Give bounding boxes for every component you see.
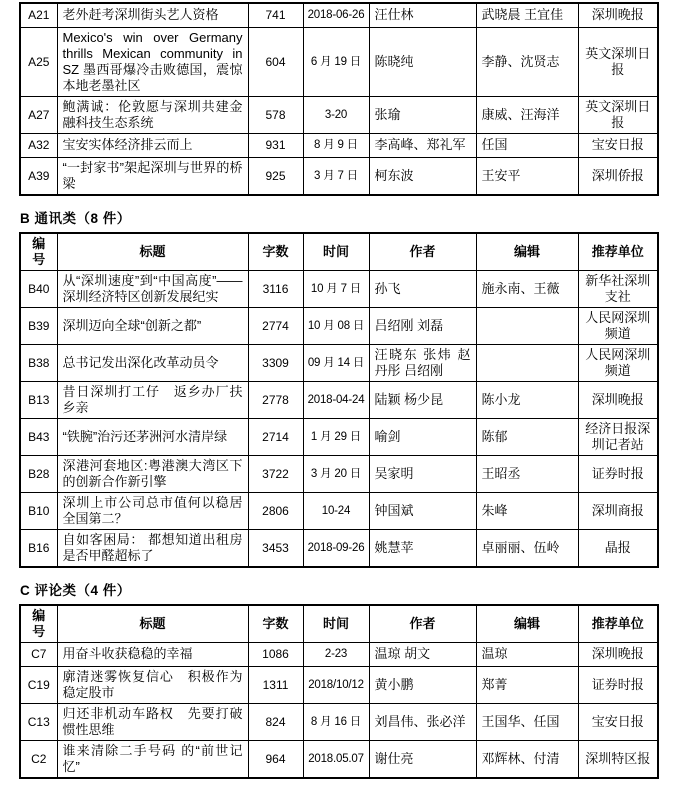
cell-editor: 李静、沈贤志: [476, 27, 578, 96]
cell-date: 2018.05.07: [303, 740, 369, 778]
cell-date: 1 月 29 日: [303, 418, 369, 455]
cell-words: 2774: [248, 307, 303, 344]
cell-unit: 晶报: [578, 529, 658, 567]
cell-unit: 英文深圳日报: [578, 96, 658, 133]
cell-unit: 深圳商报: [578, 492, 658, 529]
cell-editor: 王昭丞: [476, 455, 578, 492]
cell-title: “一封家书”架起深圳与世界的桥梁: [57, 157, 248, 195]
cell-date: 10 月 7 日: [303, 270, 369, 307]
articles-table-A: [19, 2, 659, 196]
cell-author: 吕绍刚 刘磊: [369, 307, 476, 344]
articles-table-B: [19, 232, 659, 568]
table-row-A32: [20, 133, 658, 157]
cell-code: A27: [20, 96, 57, 133]
cell-date: 3 月 20 日: [303, 455, 369, 492]
cell-date: 3-20: [303, 96, 369, 133]
col-header-title: 标题: [57, 605, 248, 643]
col-header-date: 时间: [303, 233, 369, 271]
cell-title: “铁腕”治污还茅洲河水清岸绿: [57, 418, 248, 455]
cell-code: C2: [20, 740, 57, 778]
cell-date: 6 月 19 日: [303, 27, 369, 96]
header-row-C: [20, 605, 658, 643]
cell-author: 孙飞: [369, 270, 476, 307]
table-row-B10: [20, 492, 658, 529]
cell-code: C7: [20, 642, 57, 666]
table-row-B40: [20, 270, 658, 307]
cell-unit: 深圳特区报: [578, 740, 658, 778]
cell-editor: 施永南、王薇: [476, 270, 578, 307]
cell-author: 黄小鹏: [369, 666, 476, 703]
table-row-B13: [20, 381, 658, 418]
cell-editor: [476, 307, 578, 344]
cell-title: Mexico's win over Germany thrills Mexican community in SZ 墨西哥爆冷击败德国，震惊本地老墨社区: [57, 27, 248, 96]
cell-editor: 王国华、任国: [476, 703, 578, 740]
cell-words: 3116: [248, 270, 303, 307]
col-header-author: 作者: [369, 605, 476, 643]
cell-date: 8 月 16 日: [303, 703, 369, 740]
cell-author: 柯东波: [369, 157, 476, 195]
table-row-B28: [20, 455, 658, 492]
cell-title: 用奋斗收获稳稳的幸福: [57, 642, 248, 666]
cell-author: 喻剑: [369, 418, 476, 455]
articles-table-C: [19, 604, 659, 779]
cell-unit: 宝安日报: [578, 133, 658, 157]
cell-author: 姚慧苹: [369, 529, 476, 567]
table-row-C13: [20, 703, 658, 740]
cell-words: 3309: [248, 344, 303, 381]
cell-editor: 陈郁: [476, 418, 578, 455]
cell-title: 深圳上市公司总市值何以稳居全国第二？: [57, 492, 248, 529]
cell-editor: 温琼: [476, 642, 578, 666]
col-header-unit: 推荐单位: [578, 233, 658, 271]
cell-code: B16: [20, 529, 57, 567]
cell-code: A32: [20, 133, 57, 157]
col-header-words: 字数: [248, 605, 303, 643]
col-header-date: 时间: [303, 605, 369, 643]
cell-title: 谁来清除二手号码 的“前世记忆”: [57, 740, 248, 778]
cell-author: 钟国斌: [369, 492, 476, 529]
cell-title: 从“深圳速度”到“中国高度”——深圳经济特区创新发展纪实: [57, 270, 248, 307]
cell-date: 8 月 9 日: [303, 133, 369, 157]
cell-words: 2778: [248, 381, 303, 418]
cell-date: 10-24: [303, 492, 369, 529]
cell-words: 2806: [248, 492, 303, 529]
cell-title: 自如客困局： 都想知道出租房是否甲醛超标了: [57, 529, 248, 567]
cell-code: C13: [20, 703, 57, 740]
cell-date: 3 月 7 日: [303, 157, 369, 195]
cell-date: 2018-04-24: [303, 381, 369, 418]
cell-author: 李高峰、郑礼军: [369, 133, 476, 157]
col-header-editor: 编辑: [476, 233, 578, 271]
cell-title: 深圳迈向全球“创新之都”: [57, 307, 248, 344]
cell-title: 归还非机动车路权 先要打破惯性思维: [57, 703, 248, 740]
cell-words: 3722: [248, 455, 303, 492]
cell-title: 宝安实体经济排云而上: [57, 133, 248, 157]
cell-editor: 康威、汪海洋: [476, 96, 578, 133]
cell-code: A39: [20, 157, 57, 195]
cell-date: 09 月 14 日: [303, 344, 369, 381]
cell-date: 2018/10/12: [303, 666, 369, 703]
table-row-C7: [20, 642, 658, 666]
cell-date: 2-23: [303, 642, 369, 666]
header-row-B: [20, 233, 658, 271]
col-header-code: 编号: [20, 605, 57, 643]
table-row-C19: [20, 666, 658, 703]
table-row-A27: [20, 96, 658, 133]
table-row-A21: [20, 3, 658, 27]
cell-author: 吴家明: [369, 455, 476, 492]
cell-words: 824: [248, 703, 303, 740]
cell-title: 老外赶考深圳街头艺人资格: [57, 3, 248, 27]
table-row-A25: [20, 27, 658, 96]
cell-editor: 邓辉林、付清: [476, 740, 578, 778]
cell-date: 2018-09-26: [303, 529, 369, 567]
cell-words: 578: [248, 96, 303, 133]
cell-editor: 郑菁: [476, 666, 578, 703]
cell-words: 925: [248, 157, 303, 195]
cell-title: 总书记发出深化改革动员令: [57, 344, 248, 381]
section-heading-B: B 通讯类（8 件）: [20, 210, 131, 226]
cell-author: 汪仕林: [369, 3, 476, 27]
cell-author: 汪晓东 张炜 赵丹彤 吕绍刚: [369, 344, 476, 381]
cell-words: 2714: [248, 418, 303, 455]
cell-code: B43: [20, 418, 57, 455]
cell-code: B28: [20, 455, 57, 492]
table-row-B43: [20, 418, 658, 455]
cell-title: 廓清迷雾恢复信心 积极作为稳定股市: [57, 666, 248, 703]
cell-unit: 深圳侨报: [578, 157, 658, 195]
cell-editor: 朱峰: [476, 492, 578, 529]
cell-editor: 武晓晨 王宜佳: [476, 3, 578, 27]
cell-author: 刘昌伟、张必洋: [369, 703, 476, 740]
cell-unit: 深圳晚报: [578, 381, 658, 418]
cell-unit: 深圳晚报: [578, 3, 658, 27]
cell-code: B38: [20, 344, 57, 381]
cell-words: 741: [248, 3, 303, 27]
cell-unit: 证券时报: [578, 455, 658, 492]
cell-editor: 陈小龙: [476, 381, 578, 418]
cell-code: A25: [20, 27, 57, 96]
cell-unit: 新华社深圳支社: [578, 270, 658, 307]
cell-code: B10: [20, 492, 57, 529]
cell-editor: [476, 344, 578, 381]
cell-author: 谢仕亮: [369, 740, 476, 778]
col-header-title: 标题: [57, 233, 248, 271]
table-row-A39: [20, 157, 658, 195]
col-header-author: 作者: [369, 233, 476, 271]
table-row-B16: [20, 529, 658, 567]
cell-code: C19: [20, 666, 57, 703]
cell-words: 1311: [248, 666, 303, 703]
cell-unit: 深圳晚报: [578, 642, 658, 666]
cell-unit: 人民网深圳频道: [578, 344, 658, 381]
cell-author: 张瑜: [369, 96, 476, 133]
cell-editor: 任国: [476, 133, 578, 157]
cell-unit: 英文深圳日报: [578, 27, 658, 96]
cell-date: 10 月 08 日: [303, 307, 369, 344]
col-header-unit: 推荐单位: [578, 605, 658, 643]
cell-unit: 宝安日报: [578, 703, 658, 740]
cell-words: 931: [248, 133, 303, 157]
cell-code: B39: [20, 307, 57, 344]
document-body: [19, 2, 657, 779]
cell-title: 昔日深圳打工仔 返乡办厂扶乡亲: [57, 381, 248, 418]
cell-code: A21: [20, 3, 57, 27]
table-row-C2: [20, 740, 658, 778]
col-header-words: 字数: [248, 233, 303, 271]
cell-unit: 证券时报: [578, 666, 658, 703]
cell-title: 鲍满诚：伦敦愿与深圳共建金融科技生态系统: [57, 96, 248, 133]
cell-author: 陆颖 杨少昆: [369, 381, 476, 418]
cell-title: 深港河套地区:粤港澳大湾区下的创新合作新引擎: [57, 455, 248, 492]
cell-author: 温琼 胡文: [369, 642, 476, 666]
cell-code: B13: [20, 381, 57, 418]
section-heading-C: C 评论类（4 件）: [20, 582, 131, 598]
table-row-B38: [20, 344, 658, 381]
cell-words: 1086: [248, 642, 303, 666]
table-row-B39: [20, 307, 658, 344]
col-header-code: 编号: [20, 233, 57, 271]
cell-unit: 经济日报深圳记者站: [578, 418, 658, 455]
cell-words: 3453: [248, 529, 303, 567]
cell-editor: 王安平: [476, 157, 578, 195]
cell-author: 陈晓纯: [369, 27, 476, 96]
cell-editor: 卓丽丽、伍岭: [476, 529, 578, 567]
cell-code: B40: [20, 270, 57, 307]
cell-words: 964: [248, 740, 303, 778]
cell-date: 2018-06-26: [303, 3, 369, 27]
col-header-editor: 编辑: [476, 605, 578, 643]
cell-words: 604: [248, 27, 303, 96]
cell-unit: 人民网深圳频道: [578, 307, 658, 344]
